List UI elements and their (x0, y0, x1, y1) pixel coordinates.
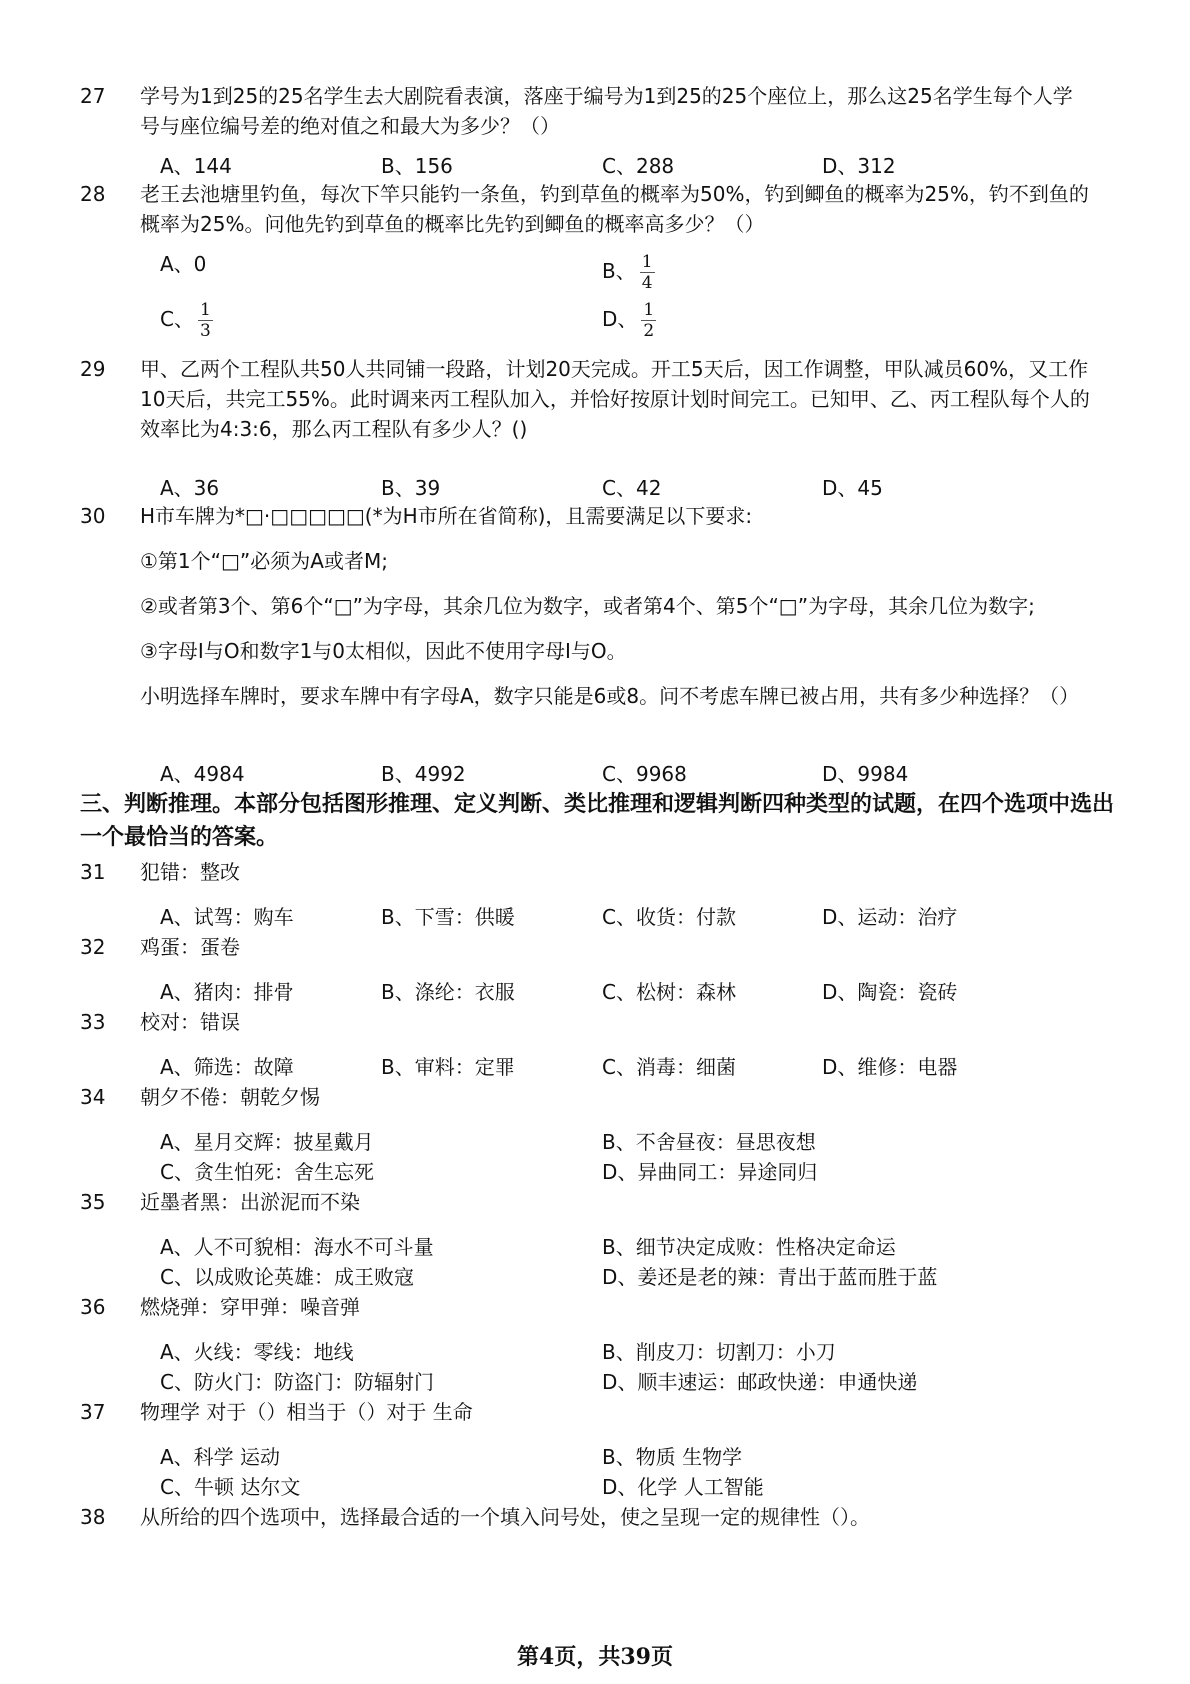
question-number: 31 (80, 860, 106, 884)
question-text: 老王去池塘里钓鱼，每次下竿只能钓一条鱼，钓到草鱼的概率为50%，钓到鲫鱼的概率为25%，钓不到鱼的概率为25%。问他先钓到草鱼的概率比先钓到鲫鱼的概率高多少？（） (140, 182, 1089, 236)
option-d: D、顺丰速运：邮政快递：申通快递 (602, 1370, 918, 1394)
option-a: A、火线：零线：地线 (160, 1340, 354, 1364)
question-text: 物理学 对于（）相当于（）对于 生命 (140, 1400, 473, 1424)
fraction-numerator: 1 (199, 300, 211, 320)
question-number: 32 (80, 935, 106, 959)
option-c: C、以成败论英雄：成王败寇 (160, 1265, 414, 1289)
option-a: A、猪肉：排骨 (160, 980, 294, 1004)
question-number: 37 (80, 1400, 106, 1424)
fraction (640, 252, 655, 293)
option-b: B、审料：定罪 (381, 1055, 515, 1079)
option-a: A、人不可貌相：海水不可斗量 (160, 1235, 434, 1259)
question-text: 校对：错误 (140, 1010, 240, 1034)
question-number: 29 (80, 357, 106, 381)
fraction-numerator: 1 (643, 300, 655, 320)
option-b: B、156 (381, 154, 453, 178)
question-number: 27 (80, 84, 106, 108)
rule-item: ②或者第3个、第6个“□”为字母，其余几位为数字，或者第4个、第5个“□”为字母，其余几位为数字; (140, 594, 1035, 618)
option-c: C、9968 (602, 762, 687, 786)
fraction-denominator: 3 (199, 321, 211, 341)
question-number: 33 (80, 1010, 106, 1034)
option-b: B、不舍昼夜：昼思夜想 (602, 1130, 816, 1154)
option-label: D、 (602, 307, 638, 331)
question-number: 35 (80, 1190, 106, 1214)
question-number: 28 (80, 182, 106, 206)
option-d: D、姜还是老的辣：青出于蓝而胜于蓝 (602, 1265, 938, 1289)
option-b: B、下雪：供暖 (381, 905, 515, 929)
option-c: C、松树：森林 (602, 980, 736, 1004)
question-ask: 小明选择车牌时，要求车牌中有字母A，数字只能是6或8。问不考虑车牌已被占用，共有多少种选择？（） (140, 684, 1080, 708)
option-label: C、 (160, 307, 194, 331)
option-c: C、消毒：细菌 (602, 1055, 736, 1079)
fraction (198, 300, 213, 341)
option-a: A、科学 运动 (160, 1445, 281, 1469)
question-text: 近墨者黑：出淤泥而不染 (140, 1190, 360, 1214)
option-a: A、4984 (160, 762, 245, 786)
option-b: B、细节决定成败：性格决定命运 (602, 1235, 896, 1259)
question-text: 朝夕不倦：朝乾夕惕 (140, 1085, 320, 1109)
option-d: D、运动：治疗 (822, 905, 958, 929)
fraction-denominator: 2 (643, 321, 655, 341)
option-c: C、288 (602, 154, 675, 178)
question-number: 38 (80, 1505, 106, 1529)
question-text: 鸡蛋：蛋卷 (140, 935, 240, 959)
option-a: A、筛选：故障 (160, 1055, 294, 1079)
option-d: D、异曲同工：异途同归 (602, 1160, 818, 1184)
option-b: B、削皮刀：切割刀：小刀 (602, 1340, 836, 1364)
option-d (602, 300, 656, 341)
option-b: B、4992 (381, 762, 466, 786)
rule-item: ③字母I与O和数字1与0太相似，因此不使用字母I与O。 (140, 639, 627, 663)
option-c: C、42 (602, 476, 662, 500)
option-b: B、物质 生物学 (602, 1445, 743, 1469)
question-number: 30 (80, 504, 106, 528)
fraction-denominator: 4 (641, 273, 653, 293)
option-label: B、 (602, 259, 636, 283)
option-b: B、涤纶：衣服 (381, 980, 515, 1004)
fraction-numerator: 1 (641, 252, 653, 272)
question-text: 犯错：整改 (140, 860, 240, 884)
option-d: D、化学 人工智能 (602, 1475, 764, 1499)
page-footer: 第4页，共39页 (517, 1644, 673, 1670)
option-a: A、试驾：购车 (160, 905, 294, 929)
question-text: 学号为1到25的25名学生去大剧院看表演，落座于编号为1到25的25个座位上，那么这25名学生每个人学号与座位编号差的绝对值之和最大为多少？（） (140, 84, 1073, 138)
option-b: B、39 (381, 476, 441, 500)
option-b (602, 252, 655, 293)
question-number: 36 (80, 1295, 106, 1319)
question-text: 燃烧弹：穿甲弹：噪音弹 (140, 1295, 360, 1319)
option-d: D、陶瓷：瓷砖 (822, 980, 958, 1004)
option-c: C、牛顿 达尔文 (160, 1475, 301, 1499)
option-c (160, 300, 213, 341)
option-d: D、维修：电器 (822, 1055, 958, 1079)
option-a: A、144 (160, 154, 232, 178)
question-text: H市车牌为*□·□□□□□(*为H市所在省简称)，且需要满足以下要求: (140, 504, 753, 528)
option-d: D、45 (822, 476, 883, 500)
question-text: 从所给的四个选项中，选择最合适的一个填入问号处，使之呈现一定的规律性（）。 (140, 1505, 870, 1529)
option-c: C、贪生怕死：舍生忘死 (160, 1160, 374, 1184)
question-text: 甲、乙两个工程队共50人共同铺一段路，计划20天完成。开工5天后，因工作调整，甲队减员60%，又工作10天后，共完工55%。此时调来丙工程队加入，并恰好按原计划时间完工。已知甲、乙、丙工程队每个人的效率比为4:3:6，那么丙工程队有多少人？() (140, 357, 1090, 441)
rule-item: ①第1个“□”必须为A或者M; (140, 549, 388, 573)
option-a: A、36 (160, 476, 220, 500)
option-a: A、星月交辉：披星戴月 (160, 1130, 374, 1154)
question-number: 34 (80, 1085, 106, 1109)
option-a: A、0 (160, 252, 207, 276)
section-heading: 三、判断推理。本部分包括图形推理、定义判断、类比推理和逻辑判断四种类型的试题，在四个选项中选出一个最恰当的答案。 (80, 792, 1115, 850)
option-d: D、9984 (822, 762, 909, 786)
option-c: C、防火门：防盗门：防辐射门 (160, 1370, 434, 1394)
option-d: D、312 (822, 154, 896, 178)
fraction (641, 300, 656, 341)
option-c: C、收货：付款 (602, 905, 736, 929)
